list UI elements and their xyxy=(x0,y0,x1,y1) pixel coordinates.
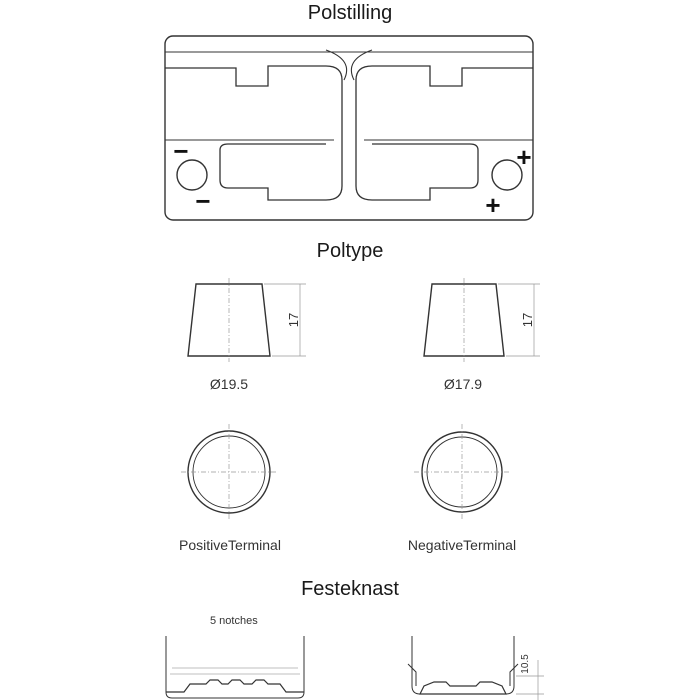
right-center-curve xyxy=(351,50,372,80)
battery-top-view xyxy=(165,36,533,220)
left-lid-panel xyxy=(165,66,342,200)
polstilling-heading: Polstilling xyxy=(307,2,393,24)
hold-down-long-profile xyxy=(166,636,304,698)
left-height-label: 17 xyxy=(286,312,301,328)
negative-diameter-label: Ø17.9 xyxy=(443,376,483,392)
negative-terminal-top-view xyxy=(414,424,510,520)
long-notch-profile xyxy=(166,680,304,692)
left-center-curve xyxy=(326,50,347,80)
negative-sign-bottom: − xyxy=(195,186,211,216)
positive-sign-bottom: + xyxy=(485,190,501,220)
hold-down-height-label: 10.5 xyxy=(520,654,531,674)
right-lid-panel xyxy=(356,66,533,200)
poltype-heading: Poltype xyxy=(316,240,384,262)
positive-terminal-label: PositiveTerminal xyxy=(179,537,281,553)
positive-diameter-label: Ø19.5 xyxy=(209,376,249,392)
notches-label: 5 notches xyxy=(210,615,258,627)
right-height-label: 17 xyxy=(520,312,535,328)
long-base xyxy=(166,692,304,698)
positive-sign-top: + xyxy=(516,142,532,172)
negative-terminal-label: NegativeTerminal xyxy=(407,537,517,553)
battery-outline xyxy=(165,36,533,220)
short-notch-profile xyxy=(420,682,506,694)
negative-sign-top: − xyxy=(173,136,189,166)
positive-terminal-top-view xyxy=(181,424,277,520)
festeknast-heading: Festeknast xyxy=(301,578,399,600)
